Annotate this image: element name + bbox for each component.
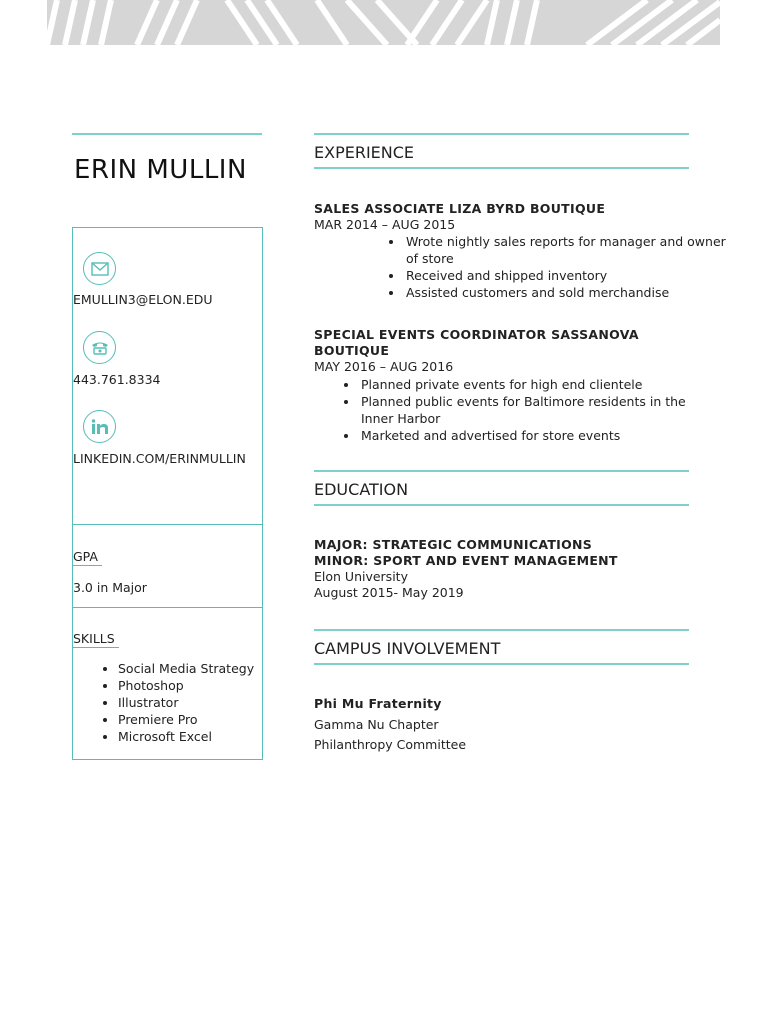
job-bullet: • Marketed and advertised for store events (359, 427, 689, 444)
education-header (314, 470, 689, 506)
skill-item: • Premiere Pro (118, 711, 254, 728)
skills-label: SKILLS (73, 631, 119, 648)
experience-header (314, 133, 689, 169)
job-bullet: • Wrote nightly sales reports for manager and owner of store (404, 233, 731, 267)
banner-pattern (47, 0, 720, 45)
skills-list (73, 660, 254, 745)
campus-org: Phi Mu Fraternity (314, 696, 442, 711)
job-bullet: • Planned public events for Baltimore residents in the Inner Harbor (359, 393, 689, 427)
candidate-name: ERIN MULLIN (74, 155, 247, 185)
gpa-label: GPA (73, 549, 102, 566)
name-top-rule (72, 133, 262, 135)
campus-chapter: Gamma Nu Chapter (314, 717, 439, 732)
skill-item: • Photoshop (118, 677, 254, 694)
gpa-divider (73, 607, 262, 608)
job-title: SALES ASSOCIATE LIZA BYRD BOUTIQUE (314, 201, 606, 216)
skill-item: • Social Media Strategy (118, 660, 254, 677)
skill-item: • Microsoft Excel (118, 728, 254, 745)
campus-role: Philanthropy Committee (314, 737, 467, 752)
job-bullets (362, 233, 731, 301)
job-bullet: • Received and shipped inventory (404, 267, 731, 284)
skill-item: • Illustrator (118, 694, 254, 711)
education-school: Elon University (314, 569, 408, 584)
contact-divider (73, 524, 262, 525)
envelope-icon (83, 252, 116, 285)
job-dates: MAY 2016 – AUG 2016 (314, 359, 454, 374)
linkedin-icon (83, 410, 116, 443)
phone-icon (83, 331, 116, 364)
phone-number: 443.761.8334 (73, 372, 161, 387)
education-dates: August 2015- May 2019 (314, 585, 464, 600)
email-link[interactable]: EMULLIN3@ELON.EDU (73, 292, 213, 307)
header-banner (47, 0, 720, 45)
job-bullets (314, 376, 689, 444)
campus-header (314, 629, 689, 665)
campus-heading: CAMPUS INVOLVEMENT (314, 639, 501, 658)
job-bullet: • Planned private events for high end clientele (359, 376, 689, 393)
job-title: SPECIAL EVENTS COORDINATOR SASSANOVA BOUTIQUE (314, 327, 639, 358)
education-heading: EDUCATION (314, 480, 409, 499)
job-bullet: • Assisted customers and sold merchandise (404, 284, 731, 301)
linkedin-link[interactable]: LINKEDIN.COM/ERINMULLIN (73, 451, 246, 466)
job-dates: MAR 2014 – AUG 2015 (314, 217, 456, 232)
education-minor: MINOR: SPORT AND EVENT MANAGEMENT (314, 553, 618, 568)
gpa-value: 3.0 in Major (73, 580, 147, 595)
education-major: MAJOR: STRATEGIC COMMUNICATIONS (314, 537, 593, 552)
experience-heading: EXPERIENCE (314, 143, 415, 162)
contact-panel (72, 227, 263, 760)
